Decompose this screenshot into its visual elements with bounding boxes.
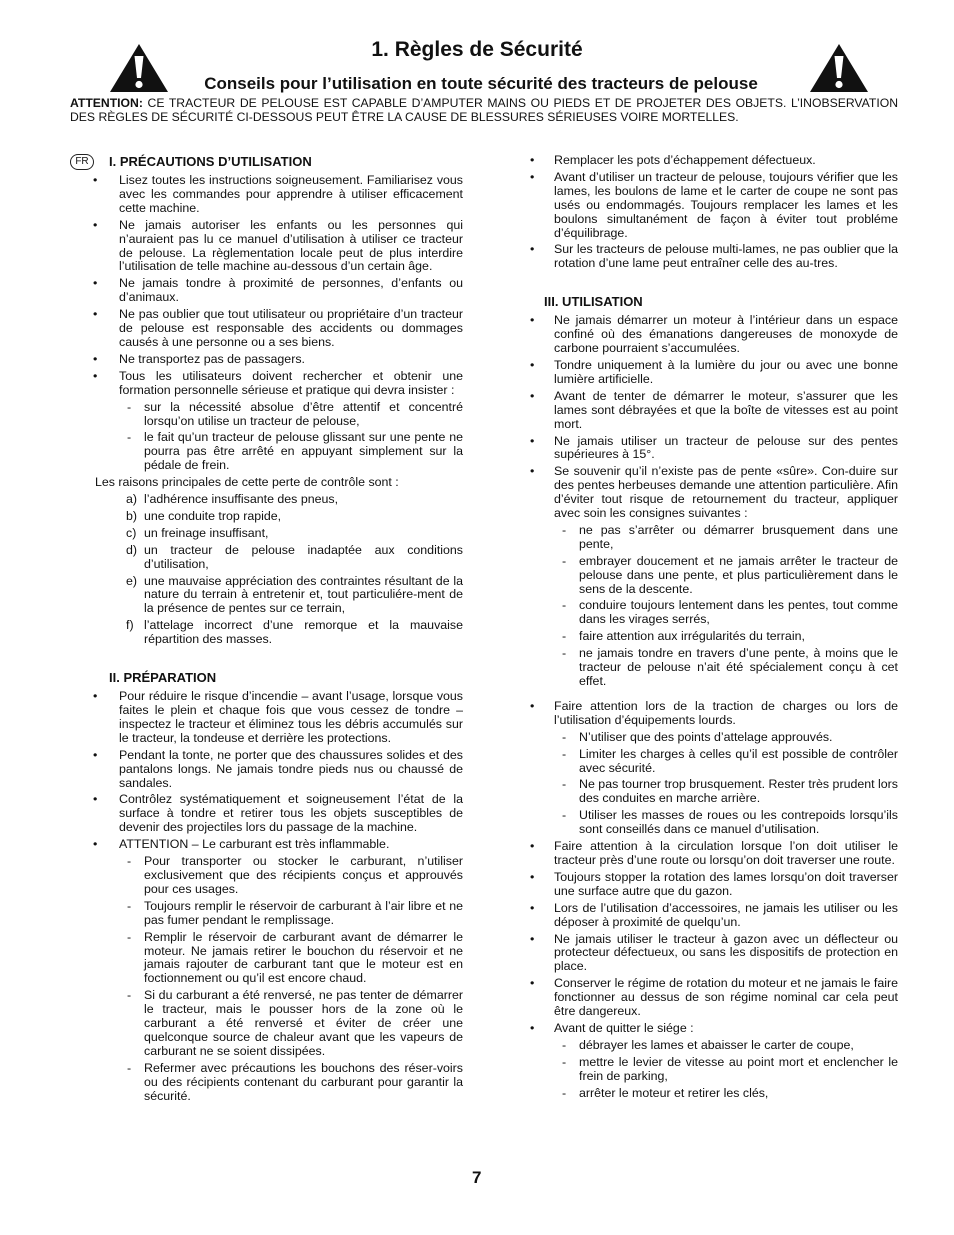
cause-key: f) [126, 618, 134, 633]
sub-list-item: - mettre le levier de vitesse au point mort et enclencher le frein de parking, [528, 1056, 898, 1084]
preparation-list-continued [528, 154, 898, 271]
page-number: 7 [472, 1168, 482, 1187]
cause-item [75, 544, 463, 572]
cause-text: un freinage insuffisant, [144, 525, 269, 540]
utilisation-list-loads [528, 700, 898, 1101]
cause-item [75, 619, 463, 647]
sub-list-item: - conduire toujours lentement dans les pentes, tout comme dans les virages serrés, [528, 599, 898, 627]
cause-item [75, 493, 463, 507]
sub-list-item: - Limiter les charges à celles qu’il est possible de contrôler avec sécurité. [528, 748, 898, 776]
section-heading-precautions: I. PRÉCAUTIONS D’UTILISATION [109, 154, 312, 169]
cause-text: un tracteur de pelouse inadaptée aux conditions d’utilisation, [144, 542, 463, 571]
attention-warning [70, 97, 898, 124]
cause-text: l’adhérence insuffisante des pneus, [144, 492, 339, 507]
cause-item [75, 527, 463, 541]
list-item: • Sur les tracteurs de pelouse multi-lames, ne pas oublier que la rotation d’une lame peut entraîner celle des au-tres. [528, 243, 898, 271]
language-badge: FR [70, 154, 94, 170]
sub-list-item: - Utiliser les masses de roues ou les contrepoids lorsqu’ils sont conseillés dans ce manuel d’utilisation. [528, 809, 898, 837]
list-item: • Lisez toutes les instructions soigneusement. Familiarisez vous avec les commandes pour apprendre à utiliser efficacement cette machine. [75, 174, 463, 216]
sub-list-item: - Refermer avec précautions les bouchons des réser-voirs ou des récipients contenant du carburant pour garantir la sécurité. [75, 1062, 463, 1104]
sub-list-item: - sur la nécessité absolue d’être attentif et concentré lorsqu’on utilise un tracteur de pelouse, [75, 401, 463, 429]
list-item: • Contrôlez systématiquement et soigneusement l’état de la surface à tondre et retirer tous les objets susceptibles de devenir des projectiles lors du passage de la machine. [75, 793, 463, 835]
sub-list-item: - Si du carburant a été renversé, ne pas tenter de démarrer le tracteur, mais le pousser hors de la zone où le carburant a été renversé et éviter de créer une quelconque source de chaleur avant que les vapeurs de carburant ne se soient dissipées. [75, 989, 463, 1059]
list-item: • Conserver le régime de rotation du moteur et ne jamais le faire fonctionner au dessus de son régime nominal car cela peut être dangereux. [528, 977, 898, 1019]
list-item: • Ne transportez pas de passagers. [75, 353, 463, 367]
cause-key: e) [126, 573, 138, 588]
list-item: • Avant de quitter le siége : [528, 1022, 898, 1036]
list-item: • Ne pas oublier que tout utilisateur ou propriétaire d’un tracteur de pelouse est responsable des accidents ou dommages causés à une personne ou a ses biens. [75, 308, 463, 350]
list-item: • Ne jamais démarrer un moteur à l’intérieur dans un espace confiné où des émanations dangereuses de monoxyde de carbone pourraient s’accumulées. [528, 314, 898, 356]
cause-text: une conduite trop rapide, [144, 508, 282, 523]
cause-key: d) [126, 542, 138, 557]
cause-key: c) [126, 525, 137, 540]
sub-list-item: - débrayer les lames et abaisser le carter de coupe, [528, 1039, 898, 1053]
list-item: • Tous les utilisateurs doivent rechercher et obtenir une formation personnelle sérieuse et pratique qui devra insister : [75, 370, 463, 398]
sub-list-item: - Ne pas tourner trop brusquement. Rester très prudent lors des conduites en marche arrière. [528, 778, 898, 806]
list-item: • Toujours stopper la rotation des lames lorsqu’on doit traverser une surface autre que du gazon. [528, 871, 898, 899]
list-item: • Pendant la tonte, ne porter que des chaussures solides et des pantalons longs. Ne jamais tondre pieds nus ou chaussé de sandales. [75, 749, 463, 791]
sub-list-item: - le fait qu’un tracteur de pelouse glissant sur une pente ne pourra pas être arrêté en appuyant simplement sur la pédale de frein. [75, 431, 463, 473]
sub-list-item: - ne jamais tondre en travers d’une pente, à moins que le tracteur de pelouse n’ait été spécialement conçu à cet effet. [528, 647, 898, 689]
sub-list-item: - Remplir le réservoir de carburant avant de démarrer le moteur. Ne jamais retirer le bouchon du réservoir et ne jamais rajouter de carburant tant que le moteur est en foctionnement ou qu’il est encore chaud. [75, 931, 463, 987]
right-column [528, 154, 898, 1103]
cause-text: une mauvaise appréciation des contraintes résultant de la nature du terrain à entretenir et, tout particuliére-ment de la présence de pentes sur ce terrain, [144, 573, 463, 616]
sub-list-item: - N’utiliser que des points d’attelage approuvés. [528, 731, 898, 745]
attention-text: CE TRACTEUR DE PELOUSE EST CAPABLE D’AMPUTER MAINS OU PIEDS ET DE PROJETER DES OBJETS. L’INOBSERVATION DES RÈGLES DE SÉCURITÉ CI-DESSOUS PEUT ÊTRE LA CAUSE DE BLESSURES SÉRIEUSES VOIRE MORTELLES. [70, 96, 898, 124]
list-item: • Lors de l’utilisation d’accessoires, ne jamais les utiliser ou les déposer à proximité de quelqu’un. [528, 902, 898, 930]
cause-text: l’attelage incorrect d’une remorque et la mauvaise répartition des masses. [144, 618, 463, 647]
list-item: • Ne jamais utiliser le tracteur à gazon avec un déflecteur ou protecteur défectueux, ou sans les dispositifs de protection en place. [528, 933, 898, 975]
utilisation-list [528, 314, 898, 689]
sub-list-item: - Pour transporter ou stocker le carburant, n’utiliser exclusivement que des récipients conçus et approuvés pour ces usages. [75, 855, 463, 897]
precautions-list [75, 174, 463, 473]
cause-key: b) [126, 508, 138, 523]
sub-list-item: - faire attention aux irrégularités du terrain, [528, 630, 898, 644]
list-item: • Faire attention lors de la traction de charges ou lors de l’utilisation d’équipements lourds. [528, 700, 898, 728]
list-item: • Se souvenir qu’il n’existe pas de pente «sûre». Con-duire sur des pentes herbeuses demande une attention particulière. Afin d’éviter tout risque de retournement du tracteur, appliquer avec soin les consignes suivantes : [528, 465, 898, 521]
sub-list-item: - embrayer doucement et ne jamais arrêter le tracteur de pelouse dans une pente, et plus particulièrement dans le sens de la descente. [528, 555, 898, 597]
sub-list-item: - arrêter le moteur et retirer les clés, [528, 1087, 898, 1101]
causes-intro: Les raisons principales de cette perte de contrôle sont : [95, 475, 399, 490]
cause-item [75, 575, 463, 617]
preparation-list [75, 690, 463, 1103]
list-item: • Ne jamais utiliser un tracteur de pelouse sur des pentes supérieures à 15°. [528, 435, 898, 463]
sub-list-item: - Toujours remplir le réservoir de carburant à l’air libre et ne pas fumer pendant le remplissage. [75, 900, 463, 928]
attention-label: ATTENTION: [70, 96, 143, 110]
list-item: • Faire attention à la circulation lorsque l’on doit utiliser le tracteur près d’une route ou lorsqu’on doit traverser une route. [528, 840, 898, 868]
section-heading-preparation: II. PRÉPARATION [109, 670, 217, 686]
cause-key: a) [126, 492, 138, 507]
cause-item [75, 510, 463, 524]
list-item: • Ne jamais autoriser les enfants ou les personnes qui n’auraient pas lu ce manuel d’utilisation à utiliser ce tracteur de pelouse. La règlementation locale peut de plus interdire l’utilisation de telle machine au-dessous d’un certain âge. [75, 219, 463, 275]
list-item: • Remplacer les pots d’échappement défectueux. [528, 154, 898, 168]
list-item: • Avant d’utiliser un tracteur de pelouse, toujours vérifier que les lames, les boulons de lame et le carter de coupe ne sont pas usés ou endommagés. Toujours remplacer les lames et les boulons simultanément de façon à éviter tout probléme d’équilibrage. [528, 171, 898, 241]
list-item: • Ne jamais tondre à proximité de personnes, d’enfants ou d’animaux. [75, 277, 463, 305]
page-subtitle: Conseils pour l’utilisation en toute sécurité des tracteurs de pelouse [204, 74, 758, 93]
list-item: • Pour réduire le risque d’incendie – avant l’usage, lorsque vous faites le plein et chaque fois que vous cessez de tondre – inspectez le tracteur et éliminez tous les débris accumulés sur le tracteur, la tondeuse et derrière les protections. [75, 690, 463, 746]
sub-list-item: - ne pas s’arrêter ou démarrer brusquement dans une pente, [528, 524, 898, 552]
page-title: 1. Règles de Sécurité [371, 38, 583, 61]
list-item: • Tondre uniquement à la lumière du jour ou avec une bonne lumière artificielle. [528, 359, 898, 387]
section-heading-utilisation: III. UTILISATION [544, 294, 643, 310]
left-column [75, 154, 463, 1106]
list-item: • Avant de tenter de démarrer le moteur, s’assurer que les lames sont débrayées et que la boîte de vitesses est au point mort. [528, 390, 898, 432]
list-item: • ATTENTION – Le carburant est très inflammable. [75, 838, 463, 852]
